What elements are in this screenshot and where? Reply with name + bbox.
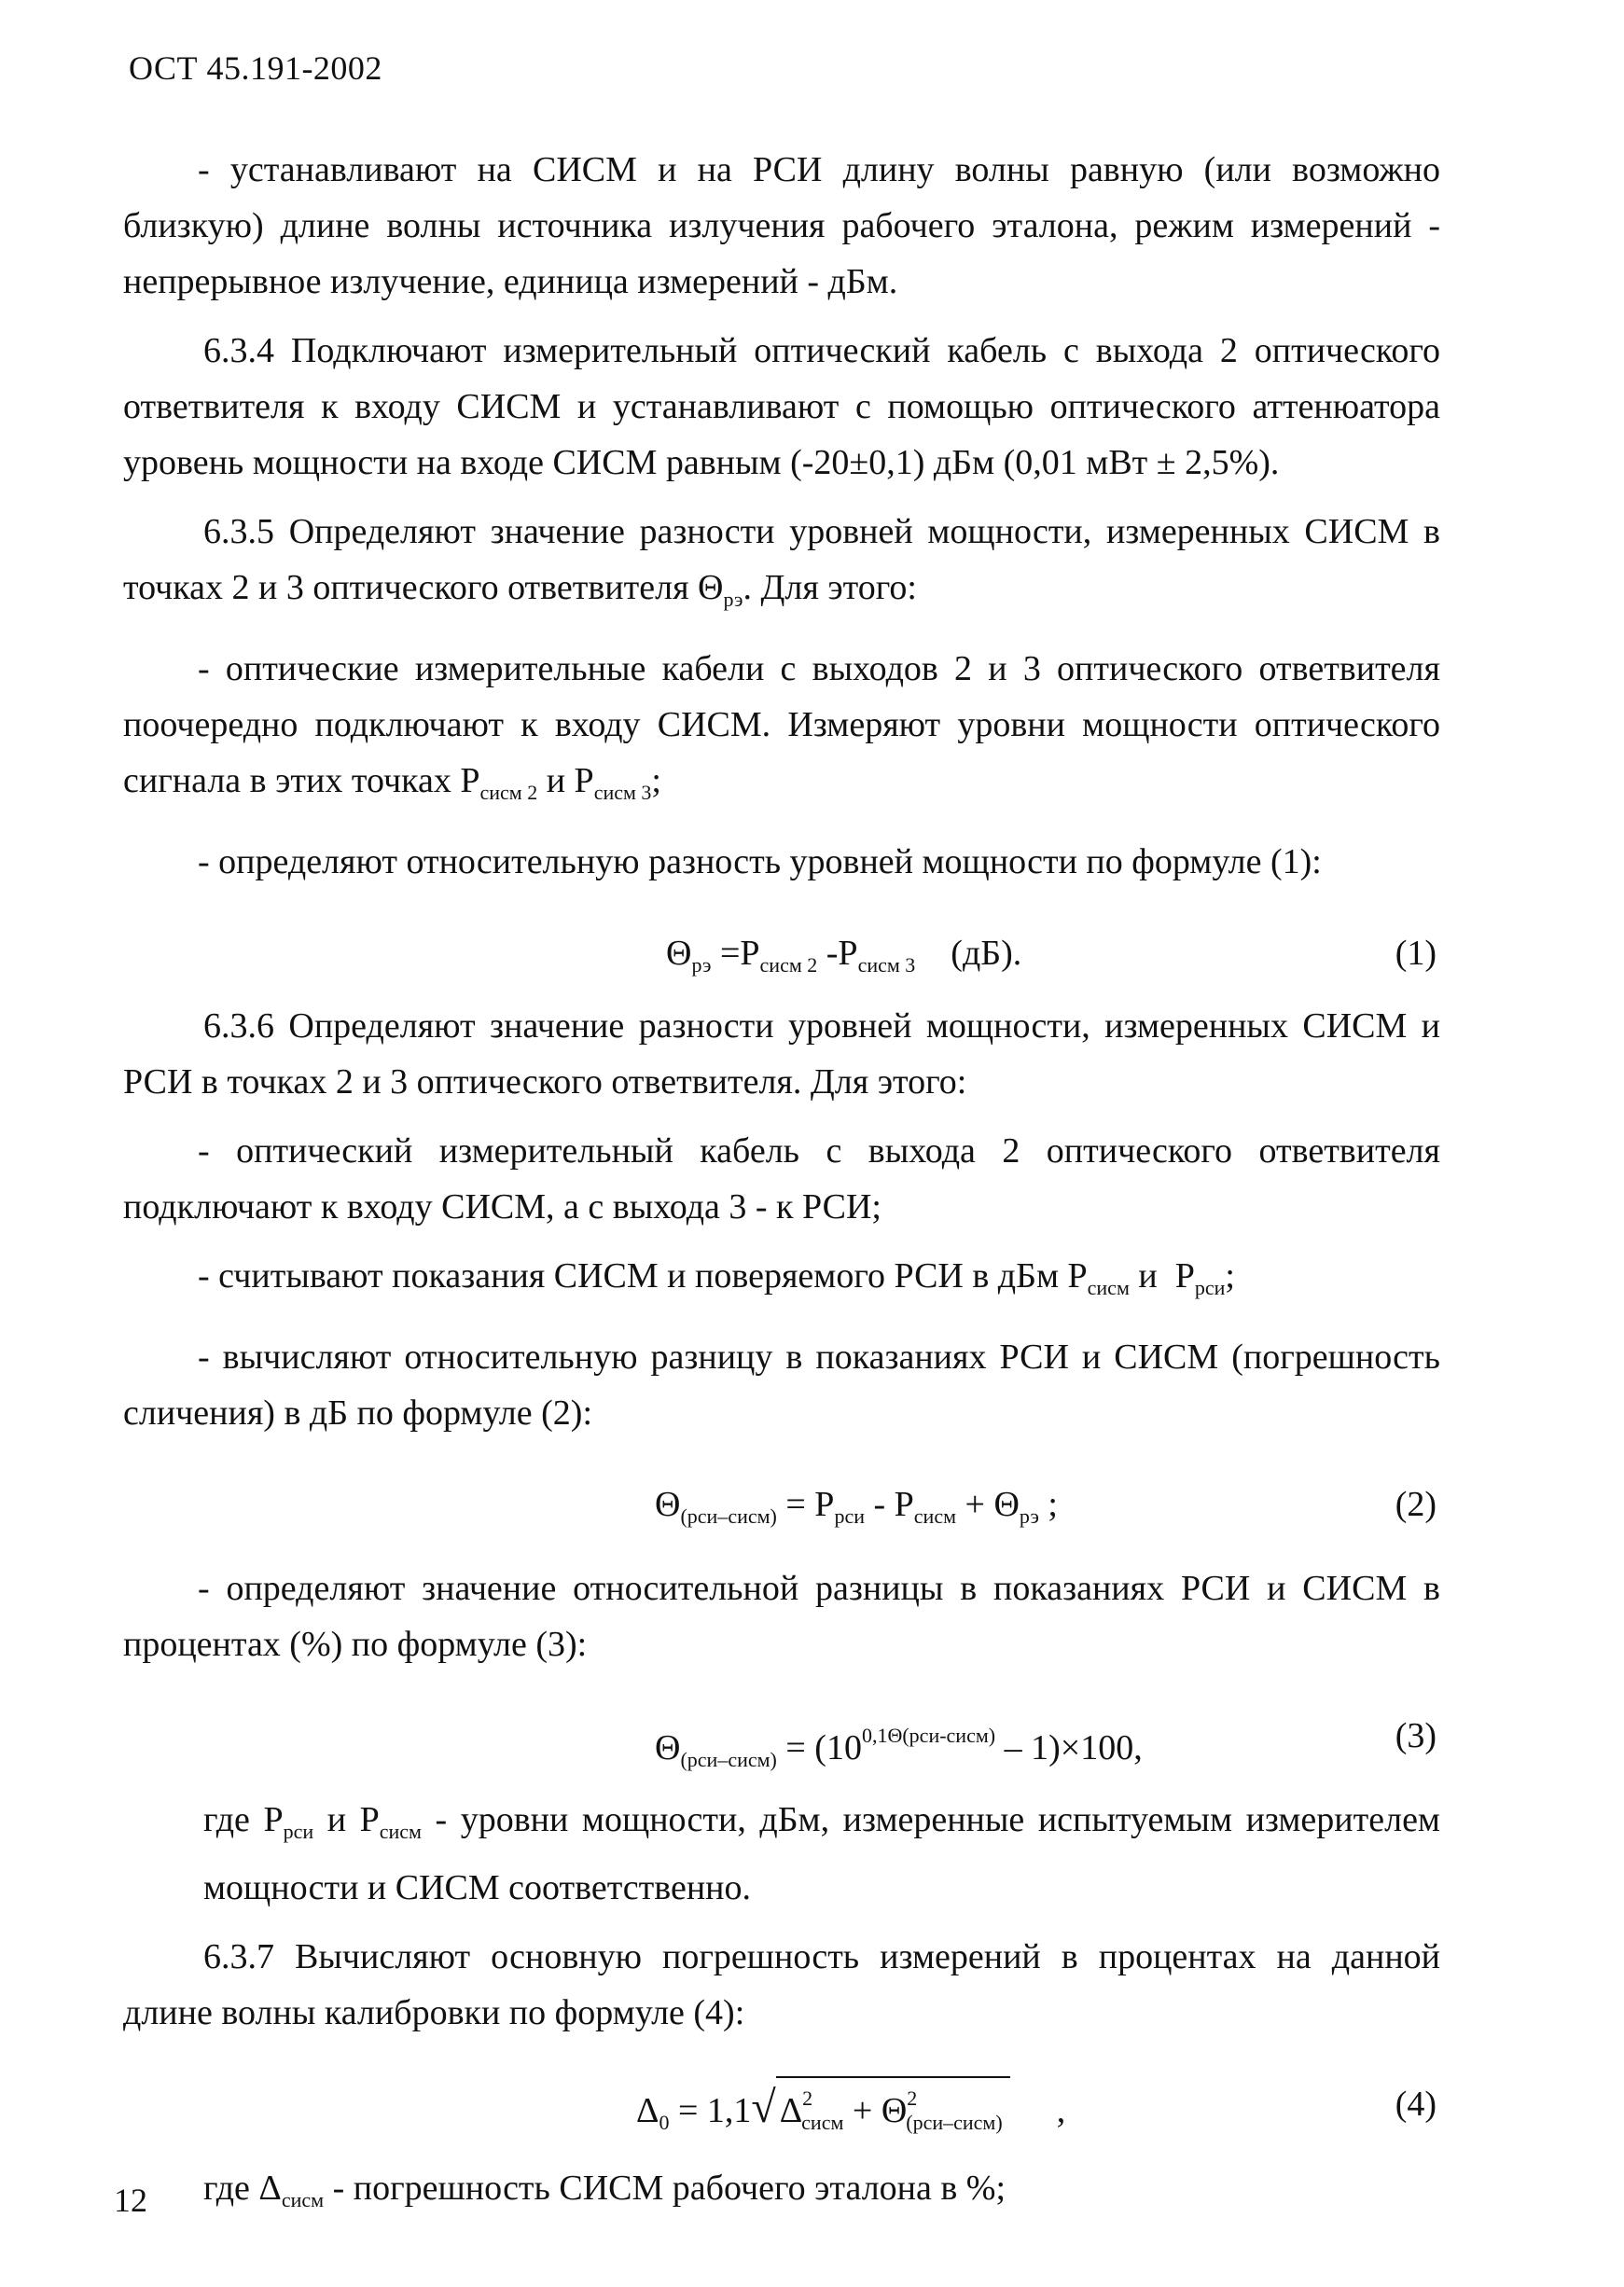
formula-3-number: (3)	[1395, 1716, 1437, 1755]
formula-4-number: (4)	[1395, 2085, 1437, 2124]
paragraph-6-3-6: 6.3.6 Определяют значение разности уровней мощности, измеренных СИСМ и РСИ в точках 2 и 3 оптического ответвителя. Для этого:	[123, 1006, 1440, 1102]
formula-4-explanation: где $\Delta_{сисм}$ - погрешность СИСМ рабочего эталона в %;	[203, 2169, 1006, 2211]
page-header: ОСТ 45.191-2002	[129, 49, 382, 87]
sqrt-radicand: $\Delta^2_{сисм} + \Theta^2_{(рси-сисм)}$	[776, 2076, 1010, 2143]
paragraph-6-3-4: 6.3.4 Подключают измерительный оптический кабель с выхода 2 оптического ответвителя к входу СИСМ и устанавливают с помощью оптического аттенюатора уровень мощности на входе СИСМ равным (-20±0,1) дБм (0,01 мВт ± 2,5%).	[123, 331, 1440, 482]
page-number: 12	[114, 2182, 147, 2219]
paragraph-6-3-5-item-2: - определяют относительную разность уровней мощности по формуле (1):	[198, 842, 1322, 881]
sqrt-sign: √	[751, 2083, 776, 2132]
formula-1-number: (1)	[1395, 934, 1437, 973]
paragraph-6-3-5: 6.3.5 Определяют значение разности уровней мощности, измеренных СИСМ в точках 2 и 3 оптического ответвителя $\Theta_{рэ}$. Для этого:	[123, 512, 1440, 611]
formula-3	[123, 1685, 1440, 1782]
paragraph-6-3-6-item-3: - вычисляют относительную разницу в показаниях РСИ и СИСМ (погрешность сличения) в дБ по формуле (2):	[123, 1338, 1440, 1433]
formula-2-expression: $\Theta_{(рси-сисм)} = P_{рси} - P_{сисм} + \Theta_{рэ}$ ;	[655, 1485, 1058, 1528]
formula-3-expression: $\Theta_{(рси-сисм)} = (10^{0,1\Theta(рси-сисм)} - 1)\times 100$,	[655, 1724, 1143, 1771]
paragraph-6-3-6-item-1: - оптический измерительный кабель с выхода 2 оптического ответвителя подключают к входу СИСМ, а с выхода 3 - к РСИ;	[123, 1131, 1440, 1227]
paragraph-6-3-6-item-2: - считывают показания СИСМ и поверяемого РСИ в дБм $P_{сисм}$ и $P_{рси}$;	[198, 1256, 1235, 1299]
formula-2-number: (2)	[1395, 1485, 1437, 1524]
formula-4	[123, 2054, 1440, 2151]
formula-4-expression: $\Delta_0 = 1,1√$ $\Delta^2_{сисм} + \Theta^2_{(рси-сисм)}$ ,	[636, 2076, 1065, 2151]
page-content	[123, 142, 1440, 2241]
paragraph-settings: - устанавливают на СИСМ и на РСИ длину волны равную (или возможно близкую) длине волны источника излучения рабочего эталона, режим измерений - непрерывное излучение, единица измерений - дБм.	[123, 150, 1440, 301]
paragraph-6-3-7: 6.3.7 Вычисляют основную погрешность измерений в процентах на данной длине волны калибровки по формуле (4):	[123, 1937, 1440, 2032]
paragraph-6-3-6-item-4: - определяют значение относительной разницы в показаниях РСИ и СИСМ в процентах (%) по формуле (3):	[123, 1569, 1440, 1664]
formula-3-explanation: где $P_{рси}$ и $P_{сисм}$ - уровни мощности, дБм, измеренные испытуемым измерителем мощности и СИСМ соответственно.	[203, 1800, 1440, 1907]
formula-1-expression: $\Theta_{рэ} =P_{сисм 2}$ $-P_{сисм 3}$ (дБ).	[666, 934, 1022, 977]
formula-2	[123, 1454, 1440, 1551]
formula-1	[123, 903, 1440, 989]
paragraph-6-3-5-item-1: - оптические измерительные кабели с выходов 2 и 3 оптического ответвителя поочередно подключают к входу СИСМ. Измеряют уровни мощности оптического сигнала в этих точках $P_{сисм 2}$ и $P_{сисм 3}$;	[123, 649, 1440, 804]
